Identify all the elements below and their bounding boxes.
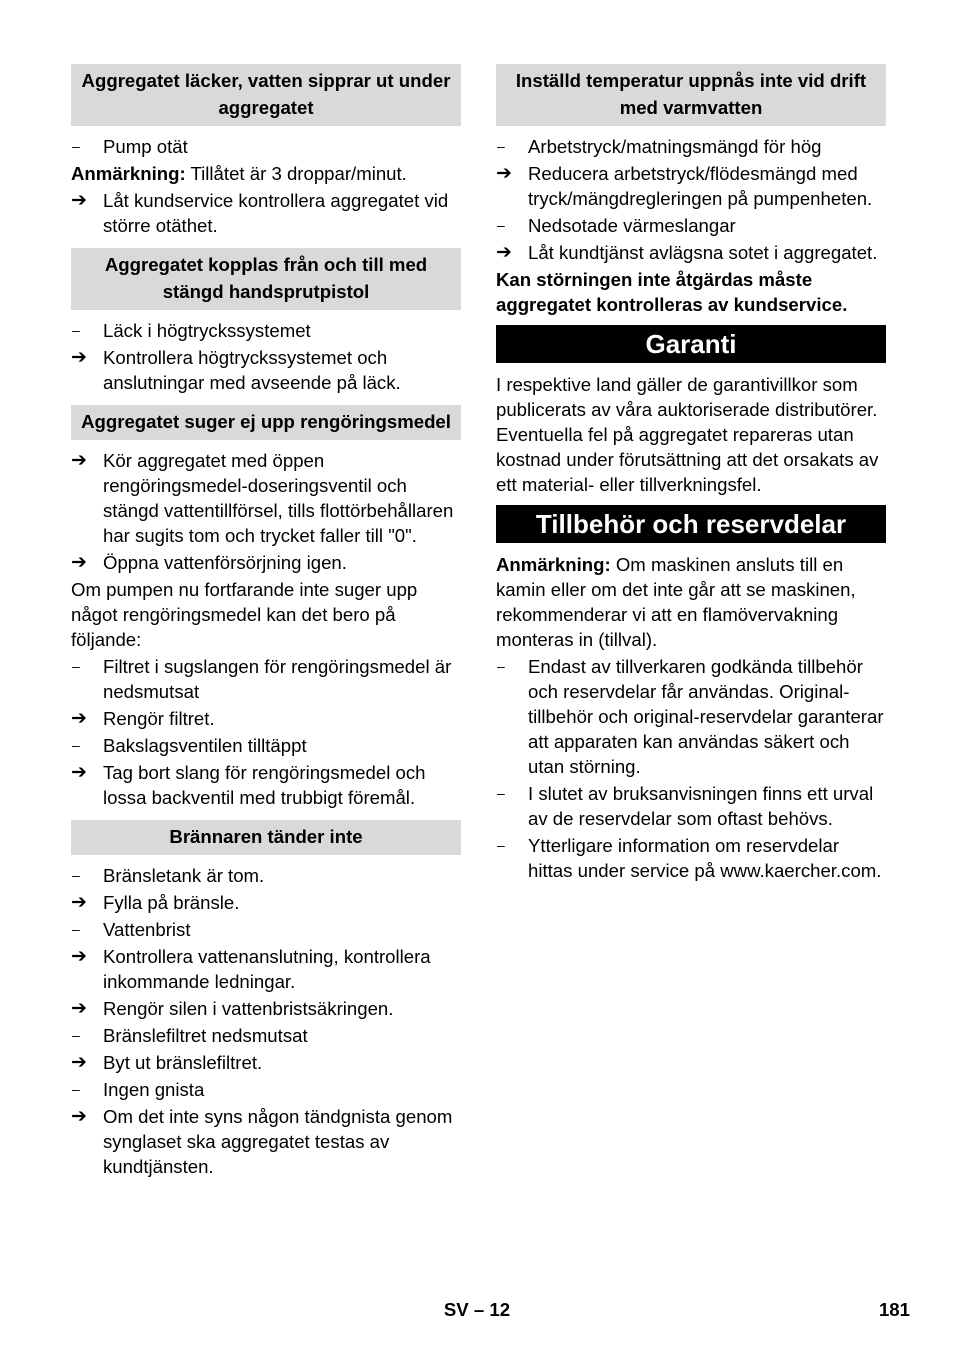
list-item xyxy=(71,188,461,238)
section-heading-leak: Aggregatet läcker, vatten sipprar ut under aggregatet xyxy=(71,64,461,126)
list-leak xyxy=(71,134,461,159)
arrow-right-icon: ➔ xyxy=(71,450,87,471)
list-item-text: Vattenbrist xyxy=(103,919,191,940)
note xyxy=(496,552,886,652)
list-item-text: Bränsletank är tom. xyxy=(103,865,265,886)
list-item-text: Endast av tillverkaren godkända tillbehör och reservdelar får användas. Original-tillbehör och original-reservdelar garanterar att apparaten kan användas säkert och utan störning. xyxy=(528,656,884,777)
note-label: Anmärkning: xyxy=(496,554,611,575)
list-item xyxy=(71,863,461,888)
arrow-right-icon: ➔ xyxy=(71,892,87,913)
dash-icon: – xyxy=(497,837,505,853)
dash-icon: – xyxy=(497,217,505,233)
arrow-right-icon: ➔ xyxy=(71,946,87,967)
list-item-text: Filtret i sugslangen för rengöringsmedel är nedsmutsat xyxy=(103,656,452,702)
arrow-right-icon: ➔ xyxy=(71,998,87,1019)
list-item-text: Rengör silen i vattenbristsäkringen. xyxy=(103,998,394,1019)
list-item-text: Bränslefiltret nedsmutsat xyxy=(103,1025,308,1046)
note-label: Anmärkning: xyxy=(71,163,186,184)
list-item-text: Kontrollera vattenanslutning, kontrollera inkommande ledningar. xyxy=(103,946,431,992)
list-item xyxy=(71,733,461,758)
list-item xyxy=(496,654,886,779)
arrow-right-icon: ➔ xyxy=(71,1052,87,1073)
section-heading-temperature: Inställd temperatur uppnås inte vid drift med varmvatten xyxy=(496,64,886,126)
list-item-text: Reducera arbetstryck/flödesmängd med tryck/mängdregleringen på pumpenheten. xyxy=(528,163,873,209)
list-item xyxy=(71,1077,461,1102)
list-item-text: Byt ut bränslefiltret. xyxy=(103,1052,263,1073)
arrow-right-icon: ➔ xyxy=(71,762,87,783)
list-item-text: I slutet av bruksanvisningen finns ett urval av de reservdelar som oftast behövs. xyxy=(528,783,874,829)
list-item xyxy=(496,161,886,211)
list-item-text: Läck i högtryckssystemet xyxy=(103,320,311,341)
dash-icon: – xyxy=(497,785,505,801)
arrow-right-icon: ➔ xyxy=(71,708,87,729)
list-item-text: Nedsotade värmeslangar xyxy=(528,215,736,236)
paragraph: Om pumpen nu fortfarande inte suger upp något rengöringsmedel kan det bero på följande: xyxy=(71,579,418,650)
left-column xyxy=(71,64,461,1181)
footer-section-label: SV – 12 xyxy=(443,1299,511,1320)
list-item xyxy=(71,890,461,915)
bold-note: Kan störningen inte åtgärdas måste aggregatet kontrolleras av kundservice. xyxy=(496,269,848,315)
list-item-text: Fylla på bränsle. xyxy=(103,892,240,913)
list-item xyxy=(71,944,461,994)
heading-garanti: Garanti xyxy=(496,325,886,363)
dash-icon: – xyxy=(72,1027,80,1043)
list-item-text: Om det inte syns någon tändgnista genom synglaset ska aggregatet testas av kundtjänsten. xyxy=(103,1106,453,1177)
list-item xyxy=(71,448,461,548)
dash-icon: – xyxy=(72,737,80,753)
dash-icon: – xyxy=(72,867,80,883)
list-item xyxy=(71,654,461,704)
list-item-text: Kontrollera högtryckssystemet och anslutningar med avseende på läck. xyxy=(103,347,401,393)
list-item xyxy=(71,706,461,731)
list-item xyxy=(496,213,886,238)
list-item xyxy=(496,240,886,265)
list-item-text: Låt kundtjänst avlägsna sotet i aggregatet. xyxy=(528,242,878,263)
list-item-text: Rengör filtret. xyxy=(103,708,215,729)
dash-icon: – xyxy=(497,658,505,674)
arrow-right-icon: ➔ xyxy=(496,163,512,184)
list-item xyxy=(71,550,461,575)
dash-icon: – xyxy=(72,921,80,937)
list-item xyxy=(496,833,886,883)
list-item-text: Bakslagsventilen tilltäppt xyxy=(103,735,307,756)
section-heading-detergent: Aggregatet suger ej upp rengöringsmedel xyxy=(71,405,461,440)
list-item-text: Pump otät xyxy=(103,136,188,157)
list-item xyxy=(71,1104,461,1179)
list-item xyxy=(71,996,461,1021)
arrow-right-icon: ➔ xyxy=(496,242,512,263)
right-column xyxy=(496,64,886,885)
list-item xyxy=(71,134,461,159)
list-item-text: Låt kundservice kontrollera aggregatet vid större otäthet. xyxy=(103,190,449,236)
dash-icon: – xyxy=(72,322,80,338)
arrow-right-icon: ➔ xyxy=(71,347,87,368)
list-item-text: Kör aggregatet med öppen rengöringsmedel-doseringsventil och stängd vattentillförsel, tills flottörbehållaren har sugits tom och trycket faller till "0". xyxy=(103,450,454,546)
note-text: Tillåtet är 3 droppar/minut. xyxy=(185,163,407,184)
heading-accessories: Tillbehör och reservdelar xyxy=(496,505,886,543)
dash-icon: – xyxy=(72,138,80,154)
list-item xyxy=(496,134,886,159)
arrow-right-icon: ➔ xyxy=(71,190,87,211)
dash-icon: – xyxy=(497,138,505,154)
dash-icon: – xyxy=(72,658,80,674)
section-heading-burner: Brännaren tänder inte xyxy=(71,820,461,855)
list-item-text: Tag bort slang för rengöringsmedel och lossa backventil med trubbigt föremål. xyxy=(103,762,426,808)
list-item xyxy=(71,1050,461,1075)
list-item-text: Ingen gnista xyxy=(103,1079,205,1100)
section-heading-switching: Aggregatet kopplas från och till med stängd handsprutpistol xyxy=(71,248,461,310)
note xyxy=(71,161,461,186)
list-item xyxy=(496,781,886,831)
list-item xyxy=(71,318,461,343)
list-item-text: Ytterligare information om reservdelar hittas under service på www.kaercher.com. xyxy=(528,835,882,881)
list-item-text: Öppna vattenförsörjning igen. xyxy=(103,552,347,573)
list-item xyxy=(71,917,461,942)
garanti-text: I respektive land gäller de garantivillkor som publicerats av våra auktoriserade distributörer. Eventuella fel på aggregatet repareras utan kostnad under förutsättning att det orsakats av ett material- eller tillverkningsfel. xyxy=(496,374,879,495)
list-item xyxy=(71,760,461,810)
list-item xyxy=(71,345,461,395)
dash-icon: – xyxy=(72,1081,80,1097)
arrow-right-icon: ➔ xyxy=(71,1106,87,1127)
list-item-text: Arbetstryck/matningsmängd för hög xyxy=(528,136,822,157)
note-text: Om maskinen ansluts till en kamin eller om det inte går att se maskinen, rekommenderar vi att en flamövervakning monteras in (tillval). xyxy=(496,554,856,650)
list-item xyxy=(71,1023,461,1048)
page-number: 181 xyxy=(878,1299,910,1320)
arrow-right-icon: ➔ xyxy=(71,552,87,573)
